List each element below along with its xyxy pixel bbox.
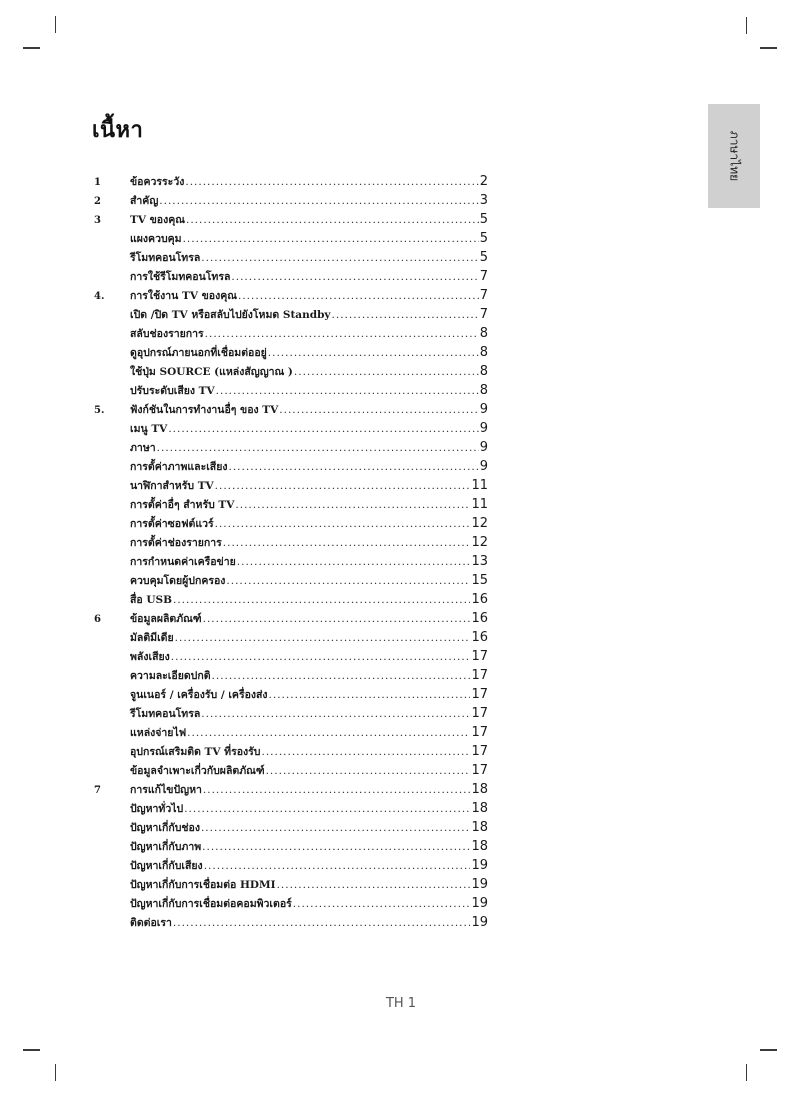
toc-entry-page: 16 <box>471 630 488 645</box>
toc-leader-dots <box>184 800 470 819</box>
toc-entry-label: แหล่งจ่ายไฟ <box>130 727 187 739</box>
toc-entry-page: 19 <box>471 915 488 930</box>
toc-entry-label: ข้อควรระวัง <box>130 176 185 188</box>
toc-entry[interactable] <box>94 913 488 932</box>
toc-leader-dots <box>201 819 470 838</box>
toc-entry[interactable] <box>94 362 488 381</box>
toc-entry-number: 2 <box>94 196 101 207</box>
toc-leader-dots <box>277 876 471 895</box>
toc-entry-page: 18 <box>471 801 488 816</box>
toc-entry[interactable] <box>94 229 488 248</box>
toc-entry-label: ปรับระดับเสียง TV <box>130 385 215 397</box>
toc-leader-dots <box>186 211 479 230</box>
table-of-contents <box>94 172 488 932</box>
toc-entry-label: ฟังก์ชันในการทำงานอื่ๆ ของ TV <box>130 404 279 416</box>
toc-entry[interactable] <box>94 571 488 590</box>
toc-leader-dots <box>204 857 471 876</box>
toc-entry[interactable] <box>94 837 488 856</box>
toc-entry-page: 7 <box>479 288 488 303</box>
toc-entry-label: ควบคุมโดยผู้ปกครอง <box>130 575 226 587</box>
toc-entry[interactable] <box>94 666 488 685</box>
toc-entry-page: 8 <box>479 364 488 379</box>
toc-entry-label: พลังเสียง <box>130 651 170 663</box>
toc-entry[interactable] <box>94 495 488 514</box>
toc-leader-dots <box>229 458 479 477</box>
toc-entry[interactable] <box>94 704 488 723</box>
toc-leader-dots <box>231 268 478 287</box>
toc-entry-page: 9 <box>479 402 488 417</box>
toc-entry-number: 1 <box>94 177 101 188</box>
toc-leader-dots <box>171 648 471 667</box>
crop-mark-bottom-left-h <box>23 1049 40 1051</box>
toc-leader-dots <box>238 287 479 306</box>
toc-entry[interactable] <box>94 286 488 305</box>
toc-entry[interactable] <box>94 723 488 742</box>
toc-entry[interactable] <box>94 685 488 704</box>
toc-entry[interactable] <box>94 514 488 533</box>
toc-entry-page: 17 <box>471 687 488 702</box>
toc-leader-dots <box>203 781 471 800</box>
toc-entry-label: ปัญหาเกี่กับช่อง <box>130 822 200 834</box>
toc-entry-page: 17 <box>471 744 488 759</box>
toc-entry-label: TV ของคุณ <box>130 214 185 226</box>
toc-leader-dots <box>175 629 471 648</box>
toc-leader-dots <box>201 249 478 268</box>
crop-mark-bottom-right-h <box>760 1049 777 1051</box>
page-number: TH 1 <box>385 996 417 1011</box>
toc-leader-dots <box>173 591 470 610</box>
toc-entry[interactable] <box>94 419 488 438</box>
toc-entry[interactable] <box>94 742 488 761</box>
toc-entry-label: ปัญหาเกี่กับเสียง <box>130 860 203 872</box>
toc-entry-number: 3 <box>94 215 101 226</box>
toc-entry-label: เปิด /ปิด TV หรือสลับไปยังโหมด Standby <box>130 309 331 321</box>
toc-leader-dots <box>215 477 471 496</box>
toc-entry[interactable] <box>94 609 488 628</box>
toc-entry-label: ข้อมูลจำเพาะเกี่วกับผลิตภัณฑ์ <box>130 765 265 777</box>
toc-leader-dots <box>205 325 479 344</box>
toc-entry-label: ข้อมูลผลิตภัณฑ์ <box>130 613 202 625</box>
toc-entry[interactable] <box>94 780 488 799</box>
toc-entry-number: 5. <box>94 405 105 416</box>
toc-entry-label: สลับช่องรายการ <box>130 328 204 340</box>
toc-entry[interactable] <box>94 552 488 571</box>
toc-entry-page: 5 <box>479 231 488 246</box>
toc-entry[interactable] <box>94 875 488 894</box>
toc-leader-dots <box>261 743 470 762</box>
toc-entry-label: ปัญหาเกี่กับภาพ <box>130 841 202 853</box>
toc-entry-page: 18 <box>471 782 488 797</box>
toc-entry-page: 11 <box>471 478 488 493</box>
page-title: เนื้หา <box>92 118 144 143</box>
toc-entry-page: 5 <box>479 250 488 265</box>
toc-leader-dots <box>226 572 470 591</box>
toc-entry-page: 3 <box>479 193 488 208</box>
toc-leader-dots <box>237 553 471 572</box>
toc-entry-page: 17 <box>471 668 488 683</box>
toc-entry-page: 9 <box>479 440 488 455</box>
toc-entry-page: 17 <box>471 763 488 778</box>
toc-leader-dots <box>293 895 471 914</box>
toc-leader-dots <box>187 724 470 743</box>
toc-leader-dots <box>332 306 479 325</box>
toc-entry-page: 7 <box>479 269 488 284</box>
toc-leader-dots <box>266 762 471 781</box>
toc-entry-label: ปัญหาเกี่กับการเชื่อมต่อคอมพิวเตอร์ <box>130 898 292 910</box>
toc-entry[interactable] <box>94 381 488 400</box>
toc-entry[interactable] <box>94 267 488 286</box>
toc-entry-page: 8 <box>479 326 488 341</box>
toc-entry[interactable] <box>94 818 488 837</box>
toc-entry-page: 13 <box>471 554 488 569</box>
toc-entry[interactable] <box>94 856 488 875</box>
toc-entry-page: 16 <box>471 611 488 626</box>
toc-entry-label: การตั้ค่าอื่ๆ สำหรับ TV <box>130 499 235 511</box>
toc-entry[interactable] <box>94 799 488 818</box>
toc-leader-dots <box>157 439 479 458</box>
toc-entry-page: 17 <box>471 706 488 721</box>
toc-entry-page: 12 <box>471 535 488 550</box>
toc-entry-label: ใช้ปุ่ม SOURCE (แหล่งสัญญาณ ) <box>130 366 293 378</box>
toc-entry-label: รีโมทคอนโทรล <box>130 252 201 264</box>
toc-entry-page: 8 <box>479 383 488 398</box>
toc-entry[interactable] <box>94 457 488 476</box>
toc-entry-label: รีโมทคอนโทรล <box>130 708 201 720</box>
toc-leader-dots <box>235 496 470 515</box>
toc-entry[interactable] <box>94 191 488 210</box>
toc-entry[interactable] <box>94 476 488 495</box>
toc-entry-page: 2 <box>479 174 488 189</box>
toc-entry-page: 16 <box>471 592 488 607</box>
toc-entry[interactable] <box>94 248 488 267</box>
toc-entry-page: 12 <box>471 516 488 531</box>
toc-leader-dots <box>279 401 478 420</box>
toc-entry-label: ปัญหาทั่วไป <box>130 803 184 815</box>
toc-entry[interactable] <box>94 305 488 324</box>
toc-entry-page: 17 <box>471 649 488 664</box>
toc-entry-page: 9 <box>479 421 488 436</box>
crop-mark-top-right-h <box>760 47 777 49</box>
toc-entry-number: 6 <box>94 614 101 625</box>
toc-entry[interactable] <box>94 628 488 647</box>
language-tab-label: ภาษาไทย <box>727 130 742 182</box>
toc-entry[interactable] <box>94 400 488 419</box>
toc-entry[interactable] <box>94 210 488 229</box>
toc-leader-dots <box>168 420 478 439</box>
toc-entry-label: จูนเนอร์ / เครื่องรับ / เครื่องส่ง <box>130 689 268 701</box>
toc-entry[interactable] <box>94 894 488 913</box>
toc-entry-label: การกำหนดค่าเครือข่าย <box>130 556 236 568</box>
toc-entry-number: 4. <box>94 291 105 302</box>
toc-leader-dots <box>203 610 471 629</box>
toc-entry-label: การตั้ค่าช่องรายการ <box>130 537 222 549</box>
toc-entry-page: 5 <box>479 212 488 227</box>
toc-entry-page: 17 <box>471 725 488 740</box>
crop-mark-bottom-right-v <box>746 1064 747 1081</box>
toc-leader-dots <box>183 230 479 249</box>
toc-leader-dots <box>202 838 470 857</box>
crop-mark-top-left-v <box>55 16 56 33</box>
toc-entry[interactable] <box>94 533 488 552</box>
toc-entry-page: 19 <box>471 858 488 873</box>
toc-entry-label: นาฬิกาสำหรับ TV <box>130 480 214 492</box>
toc-leader-dots <box>212 667 471 686</box>
crop-mark-bottom-left-v <box>55 1064 56 1081</box>
toc-leader-dots <box>294 363 479 382</box>
toc-leader-dots <box>269 686 471 705</box>
toc-entry-page: 18 <box>471 839 488 854</box>
toc-entry-label: มัลติมีเดีย <box>130 632 174 644</box>
toc-entry[interactable] <box>94 761 488 780</box>
toc-entry-label: แผงควบคุม <box>130 233 182 245</box>
toc-entry-page: 7 <box>479 307 488 322</box>
toc-entry-page: 9 <box>479 459 488 474</box>
toc-leader-dots <box>185 173 478 192</box>
toc-entry-label: ดูอุปกรณ์ภายนอกที่เชื่อมต่ออยู่ <box>130 347 267 359</box>
toc-leader-dots <box>268 344 479 363</box>
toc-entry-label: การตั้ค่าซอฟต์แวร์ <box>130 518 214 530</box>
toc-entry[interactable] <box>94 172 488 191</box>
toc-entry-page: 11 <box>471 497 488 512</box>
toc-entry-page: 19 <box>471 896 488 911</box>
toc-entry-label: การใช้งาน TV ของคุณ <box>130 290 237 302</box>
toc-leader-dots <box>223 534 471 553</box>
toc-entry-label: การใช้รีโมทคอนโทรล <box>130 271 231 283</box>
toc-entry-label: อุปกรณ์เสริมติด TV ที่รองรับ <box>130 746 261 758</box>
toc-leader-dots <box>215 515 471 534</box>
toc-entry[interactable] <box>94 590 488 609</box>
toc-entry-page: 18 <box>471 820 488 835</box>
toc-entry-label: สำคัญ <box>130 195 159 207</box>
toc-entry-page: 8 <box>479 345 488 360</box>
toc-entry[interactable] <box>94 343 488 362</box>
toc-entry-number: 7 <box>94 785 101 796</box>
toc-entry-label: สื่อ USB <box>130 594 172 606</box>
toc-entry-label: ความละเอียดปกติ <box>130 670 211 682</box>
toc-entry-label: การแก้ไขปัญหา <box>130 784 202 796</box>
toc-entry-label: ติดต่อเรา <box>130 917 172 929</box>
crop-mark-top-left-h <box>23 47 40 49</box>
toc-entry-label: เมนู TV <box>130 423 168 435</box>
toc-leader-dots <box>173 914 471 933</box>
toc-leader-dots <box>159 192 478 211</box>
toc-entry[interactable] <box>94 438 488 457</box>
toc-entry-page: 19 <box>471 877 488 892</box>
toc-entry-page: 15 <box>471 573 488 588</box>
crop-mark-top-right-v <box>746 17 747 34</box>
toc-leader-dots <box>216 382 479 401</box>
toc-entry-label: ปัญหาเกี่กับการเชื่อมต่อ HDMI <box>130 879 276 891</box>
toc-entry-label: ภาษา <box>130 442 156 454</box>
toc-entry[interactable] <box>94 647 488 666</box>
toc-leader-dots <box>201 705 470 724</box>
toc-entry-label: การตั้ค่าภาพและเสียง <box>130 461 228 473</box>
language-tab <box>708 104 760 208</box>
toc-entry[interactable] <box>94 324 488 343</box>
